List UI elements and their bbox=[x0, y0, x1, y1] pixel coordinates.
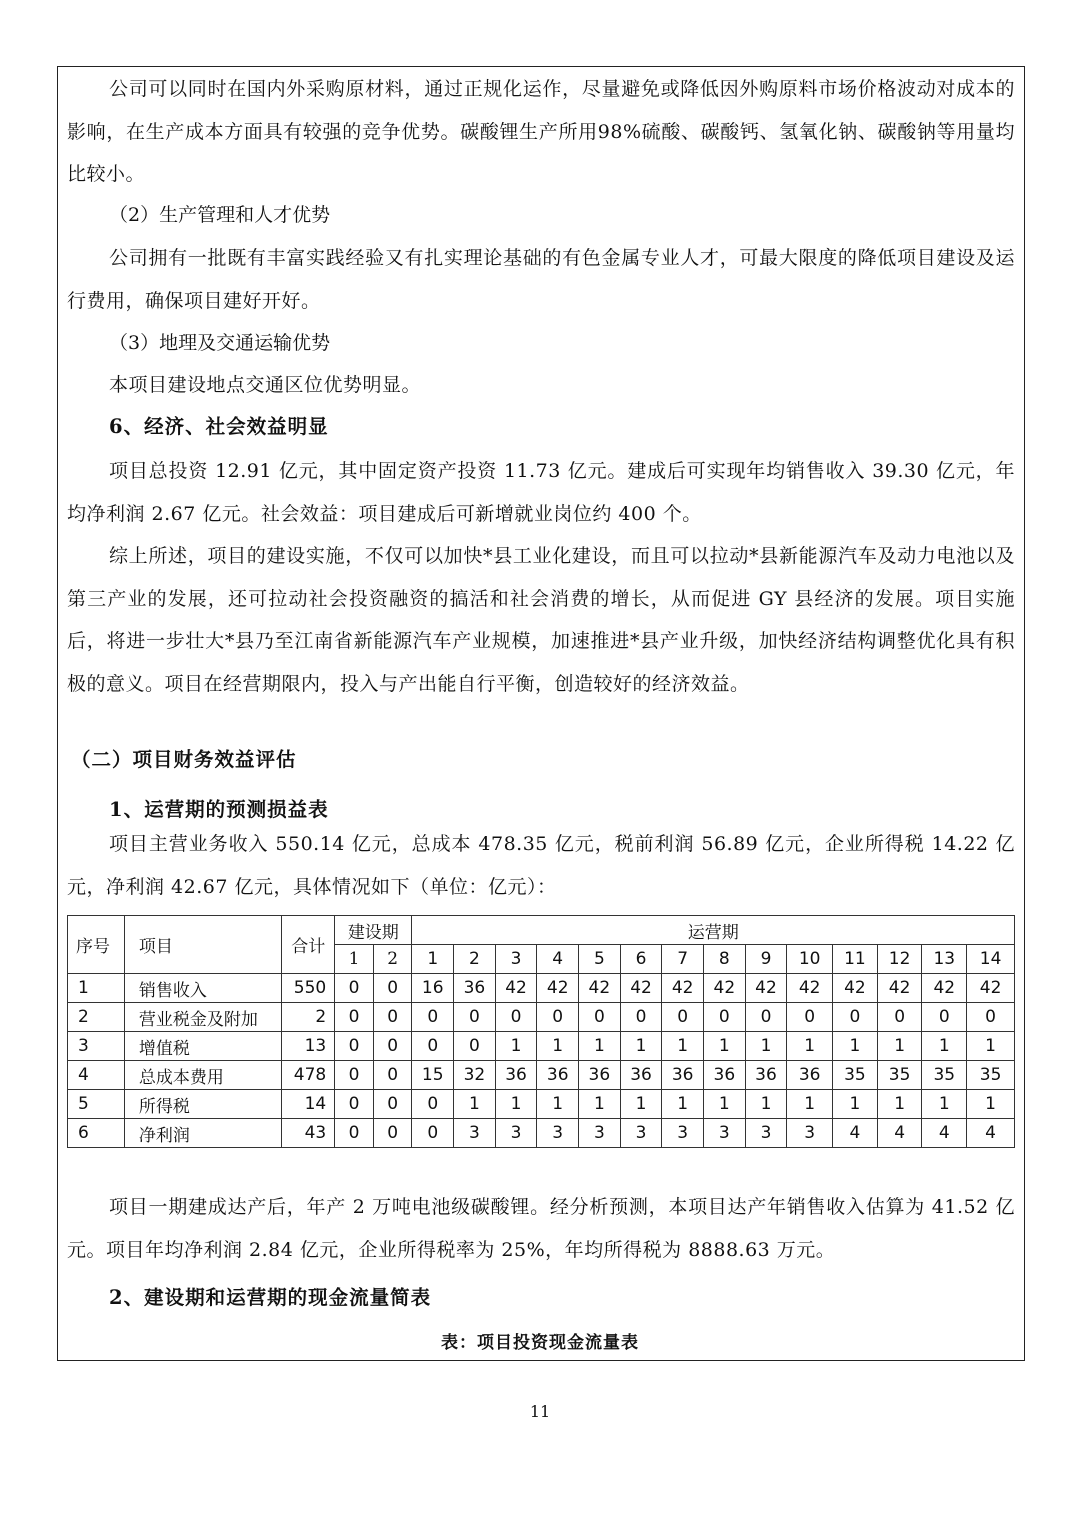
row-value: 0 bbox=[335, 1090, 374, 1119]
row-value: 0 bbox=[335, 1061, 374, 1090]
row-value: 0 bbox=[537, 1003, 579, 1032]
row-value: 1 bbox=[537, 1032, 579, 1061]
operation-year-header: 6 bbox=[620, 945, 662, 974]
operation-year-header: 3 bbox=[495, 945, 537, 974]
row-value: 0 bbox=[373, 1061, 412, 1090]
section1-title: 1、运营期的预测损益表 bbox=[109, 798, 329, 821]
row-value: 36 bbox=[704, 1061, 746, 1090]
row-value: 1 bbox=[620, 1032, 662, 1061]
row-value: 36 bbox=[620, 1061, 662, 1090]
row-value: 1 bbox=[704, 1090, 746, 1119]
after-table-text: 项目一期建成达产后，年产 2 万吨电池级碳酸锂。经分析预测，本项目达产年销售收入估算为 41.52 亿元。项目年均净利润 2.84 亿元，企业所得税率为 25%，年均所得税为 8888.63 万元。 bbox=[67, 1196, 1015, 1261]
row-value: 1 bbox=[662, 1032, 704, 1061]
operation-year-header: 8 bbox=[704, 945, 746, 974]
row-value: 35 bbox=[922, 1061, 967, 1090]
section2-title: 2、建设期和运营期的现金流量简表 bbox=[109, 1286, 432, 1309]
construction-year-header: 2 bbox=[373, 945, 412, 974]
row-value: 42 bbox=[620, 974, 662, 1003]
row-value: 0 bbox=[620, 1003, 662, 1032]
row-value: 0 bbox=[412, 1003, 454, 1032]
row-value: 1 bbox=[620, 1090, 662, 1119]
operation-year-header: 9 bbox=[745, 945, 787, 974]
row-value: 1 bbox=[579, 1090, 621, 1119]
row-value: 36 bbox=[662, 1061, 704, 1090]
operation-year-header: 13 bbox=[922, 945, 967, 974]
row-value: 0 bbox=[335, 1119, 374, 1148]
section6-title: 6、经济、社会效益明显 bbox=[109, 415, 329, 438]
row-value: 0 bbox=[412, 1032, 454, 1061]
row-total: 478 bbox=[282, 1061, 335, 1090]
operation-year-header: 7 bbox=[662, 945, 704, 974]
row-value: 36 bbox=[745, 1061, 787, 1090]
row-value: 42 bbox=[833, 974, 878, 1003]
row-value: 35 bbox=[833, 1061, 878, 1090]
row-value: 1 bbox=[745, 1032, 787, 1061]
intro-paragraph: 公司可以同时在国内外采购原材料，通过正规化运作，尽量避免或降低因外购原料市场价格波动对成本的影响，在生产成本方面具有较强的竞争优势。碳酸锂生产所用98%硫酸、碳酸钙、氢氧化钠、碳酸钠等用量均比较小。 bbox=[67, 78, 1015, 185]
row-value: 0 bbox=[373, 1032, 412, 1061]
row-value: 1 bbox=[579, 1032, 621, 1061]
operation-year-header: 10 bbox=[787, 945, 833, 974]
row-value: 0 bbox=[454, 1032, 496, 1061]
row-value: 0 bbox=[412, 1090, 454, 1119]
row-value: 3 bbox=[579, 1119, 621, 1148]
row-value: 0 bbox=[373, 1090, 412, 1119]
row-value: 4 bbox=[922, 1119, 967, 1148]
row-value: 0 bbox=[373, 1119, 412, 1148]
header-item: 项目 bbox=[124, 916, 281, 974]
row-value: 1 bbox=[704, 1032, 746, 1061]
table-caption: 表：项目投资现金流量表 bbox=[441, 1333, 639, 1353]
operation-year-header: 5 bbox=[579, 945, 621, 974]
row-seq: 3 bbox=[68, 1032, 125, 1061]
sub2-title: （2）生产管理和人才优势 bbox=[109, 204, 331, 226]
row-value: 36 bbox=[787, 1061, 833, 1090]
operation-year-header: 2 bbox=[454, 945, 496, 974]
operation-year-header: 4 bbox=[537, 945, 579, 974]
operation-year-header: 1 bbox=[412, 945, 454, 974]
profit-loss-table bbox=[67, 915, 1015, 1148]
section6-text: 项目总投资 12.91 亿元，其中固定资产投资 11.73 亿元。建成后可实现年均销售收入 39.30 亿元，年均净利润 2.67 亿元。社会效益：项目建成后可新增就业岗位约 400 个。 bbox=[67, 460, 1015, 525]
row-value: 3 bbox=[787, 1119, 833, 1148]
row-value: 1 bbox=[877, 1032, 922, 1061]
row-value: 1 bbox=[967, 1090, 1015, 1119]
row-value: 0 bbox=[662, 1003, 704, 1032]
row-value: 0 bbox=[373, 1003, 412, 1032]
row-value: 0 bbox=[373, 974, 412, 1003]
row-value: 0 bbox=[833, 1003, 878, 1032]
row-item: 增值税 bbox=[124, 1032, 281, 1061]
row-value: 42 bbox=[787, 974, 833, 1003]
row-value: 3 bbox=[454, 1119, 496, 1148]
section1-text: 项目主营业务收入 550.14 亿元，总成本 478.35 亿元，税前利润 56.89 亿元，企业所得税 14.22 亿元，净利润 42.67 亿元，具体情况如下（单位：亿元）： bbox=[67, 833, 1015, 898]
row-value: 3 bbox=[662, 1119, 704, 1148]
header-seq: 序号 bbox=[68, 916, 125, 974]
row-value: 1 bbox=[922, 1090, 967, 1119]
construction-year-header: 1 bbox=[335, 945, 374, 974]
row-item: 所得税 bbox=[124, 1090, 281, 1119]
row-value: 0 bbox=[967, 1003, 1015, 1032]
row-item: 营业税金及附加 bbox=[124, 1003, 281, 1032]
row-value: 0 bbox=[704, 1003, 746, 1032]
sub2-text: 公司拥有一批既有丰富实践经验又有扎实理论基础的有色金属专业人才，可最大限度的降低项目建设及运行费用，确保项目建好开好。 bbox=[67, 247, 1015, 312]
row-value: 0 bbox=[922, 1003, 967, 1032]
row-value: 1 bbox=[833, 1032, 878, 1061]
row-value: 3 bbox=[537, 1119, 579, 1148]
row-value: 0 bbox=[335, 1032, 374, 1061]
row-seq: 5 bbox=[68, 1090, 125, 1119]
row-value: 1 bbox=[745, 1090, 787, 1119]
row-value: 1 bbox=[922, 1032, 967, 1061]
row-value: 0 bbox=[787, 1003, 833, 1032]
row-value: 1 bbox=[495, 1032, 537, 1061]
row-value: 1 bbox=[787, 1032, 833, 1061]
row-value: 42 bbox=[495, 974, 537, 1003]
row-value: 1 bbox=[833, 1090, 878, 1119]
row-value: 0 bbox=[877, 1003, 922, 1032]
row-value: 42 bbox=[967, 974, 1015, 1003]
row-value: 36 bbox=[579, 1061, 621, 1090]
row-value: 42 bbox=[745, 974, 787, 1003]
header-total: 合计 bbox=[282, 916, 335, 974]
operation-year-header: 14 bbox=[967, 945, 1015, 974]
row-value: 1 bbox=[967, 1032, 1015, 1061]
row-value: 32 bbox=[454, 1061, 496, 1090]
row-total: 14 bbox=[282, 1090, 335, 1119]
row-value: 36 bbox=[537, 1061, 579, 1090]
row-total: 13 bbox=[282, 1032, 335, 1061]
row-value: 0 bbox=[579, 1003, 621, 1032]
table-row bbox=[68, 974, 1015, 1003]
table-row bbox=[68, 1119, 1015, 1148]
row-value: 0 bbox=[335, 974, 374, 1003]
row-seq: 6 bbox=[68, 1119, 125, 1148]
row-value: 15 bbox=[412, 1061, 454, 1090]
row-value: 36 bbox=[495, 1061, 537, 1090]
row-value: 42 bbox=[922, 974, 967, 1003]
sub3-text: 本项目建设地点交通区位优势明显。 bbox=[109, 374, 422, 396]
row-value: 4 bbox=[833, 1119, 878, 1148]
row-total: 2 bbox=[282, 1003, 335, 1032]
header-operation: 运营期 bbox=[412, 916, 1015, 945]
row-value: 3 bbox=[745, 1119, 787, 1148]
row-value: 16 bbox=[412, 974, 454, 1003]
sub3-title: （3）地理及交通运输优势 bbox=[109, 332, 331, 354]
row-value: 0 bbox=[495, 1003, 537, 1032]
row-total: 550 bbox=[282, 974, 335, 1003]
row-value: 1 bbox=[877, 1090, 922, 1119]
row-value: 42 bbox=[662, 974, 704, 1003]
table-row bbox=[68, 1090, 1015, 1119]
row-value: 4 bbox=[967, 1119, 1015, 1148]
operation-year-header: 11 bbox=[833, 945, 878, 974]
summary-text: 综上所述，项目的建设实施，不仅可以加快*县工业化建设，而且可以拉动*县新能源汽车及动力电池以及第三产业的发展，还可拉动社会投资融资的搞活和社会消费的增长，从而促进 GY 县经济的发展。项目实施后，将进一步壮大*县乃至江南省新能源汽车产业规模，加速推进*县产业升级，加快经济结构调整优化具有积极的意义。项目在经营期限内，投入与产出能自行平衡，创造较好的经济效益。 bbox=[67, 545, 1015, 695]
row-value: 0 bbox=[454, 1003, 496, 1032]
part2-title: （二）项目财务效益评估 bbox=[71, 748, 297, 771]
row-value: 35 bbox=[967, 1061, 1015, 1090]
row-value: 3 bbox=[704, 1119, 746, 1148]
header-construction: 建设期 bbox=[335, 916, 412, 945]
row-seq: 4 bbox=[68, 1061, 125, 1090]
row-value: 3 bbox=[495, 1119, 537, 1148]
table-row bbox=[68, 1003, 1015, 1032]
operation-year-header: 12 bbox=[877, 945, 922, 974]
row-value: 1 bbox=[537, 1090, 579, 1119]
table-row bbox=[68, 1061, 1015, 1090]
row-value: 1 bbox=[495, 1090, 537, 1119]
row-value: 1 bbox=[787, 1090, 833, 1119]
row-value: 0 bbox=[412, 1119, 454, 1148]
row-value: 42 bbox=[579, 974, 621, 1003]
row-value: 1 bbox=[454, 1090, 496, 1119]
row-value: 3 bbox=[620, 1119, 662, 1148]
table-row bbox=[68, 1032, 1015, 1061]
row-value: 1 bbox=[662, 1090, 704, 1119]
row-item: 净利润 bbox=[124, 1119, 281, 1148]
row-value: 4 bbox=[877, 1119, 922, 1148]
row-value: 42 bbox=[877, 974, 922, 1003]
row-seq: 2 bbox=[68, 1003, 125, 1032]
row-value: 36 bbox=[454, 974, 496, 1003]
row-value: 0 bbox=[745, 1003, 787, 1032]
row-item: 总成本费用 bbox=[124, 1061, 281, 1090]
row-value: 35 bbox=[877, 1061, 922, 1090]
row-value: 42 bbox=[537, 974, 579, 1003]
row-seq: 1 bbox=[68, 974, 125, 1003]
row-value: 42 bbox=[704, 974, 746, 1003]
row-total: 43 bbox=[282, 1119, 335, 1148]
row-value: 0 bbox=[335, 1003, 374, 1032]
page-number: 11 bbox=[529, 1402, 551, 1421]
row-item: 销售收入 bbox=[124, 974, 281, 1003]
